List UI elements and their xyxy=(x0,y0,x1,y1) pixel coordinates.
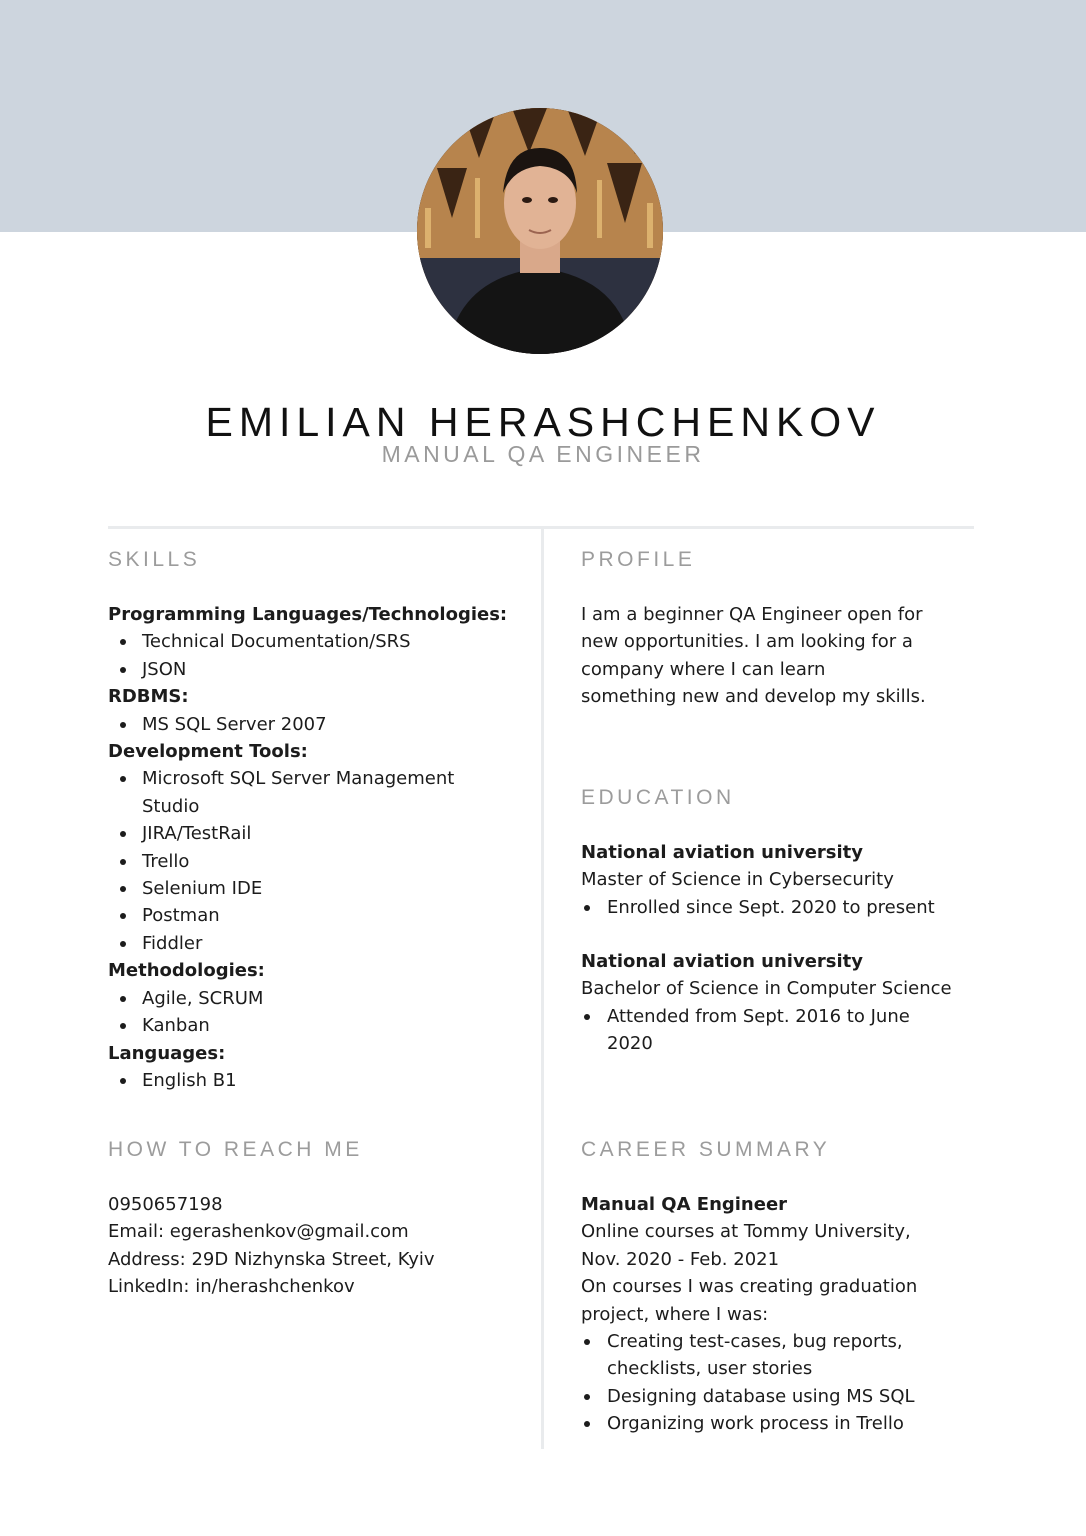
person-name: EMILIAN HERASHCHENKOV xyxy=(205,399,881,446)
education-notes xyxy=(581,894,961,921)
skill-list xyxy=(108,985,508,1040)
profile-line: new opportunities. I am looking for a xyxy=(581,631,913,653)
career-duty: Creating test-cases, bug reports, checklists, user stories xyxy=(581,1328,926,1383)
phone-number: 0950657198 xyxy=(108,1194,223,1215)
education-note: Attended from Sept. 2016 to June 2020 xyxy=(581,1003,926,1058)
skill-group-label: Development Tools: xyxy=(108,741,308,763)
skill-item: English B1 xyxy=(108,1067,508,1094)
education-entry xyxy=(581,948,961,1058)
skill-list xyxy=(108,1067,508,1094)
skill-list xyxy=(108,628,508,683)
school-name: National aviation university xyxy=(581,842,864,863)
career-duty: Organizing work process in Trello xyxy=(581,1410,926,1437)
skill-item: Fiddler xyxy=(108,930,468,957)
skill-item: Trello xyxy=(108,848,468,875)
skill-group-label: Languages: xyxy=(108,1042,226,1064)
email-address: Email: egerashenkov@gmail.com xyxy=(108,1221,409,1243)
skill-item: MS SQL Server 2007 xyxy=(108,711,508,738)
skills-section xyxy=(108,601,508,1094)
skills-heading: SKILLS xyxy=(108,548,201,571)
job-title: MANUAL QA ENGINEER xyxy=(381,441,705,467)
career-intro: On courses I was creating graduation project, where I was: xyxy=(581,1276,918,1325)
profile-heading: PROFILE xyxy=(581,548,696,571)
skill-item: JSON xyxy=(108,656,508,683)
career-role: Manual QA Engineer xyxy=(581,1194,788,1215)
education-note: Enrolled since Sept. 2020 to present xyxy=(581,894,961,921)
skill-item: Agile, SCRUM xyxy=(108,985,508,1012)
career-section xyxy=(581,1191,926,1438)
skill-item: JIRA/TestRail xyxy=(108,820,468,847)
school-name: National aviation university xyxy=(581,951,864,972)
skill-group-label: RDBMS: xyxy=(108,686,189,708)
skill-item: Postman xyxy=(108,902,468,929)
profile-line: company where I can learn xyxy=(581,658,826,680)
degree: Bachelor of Science in Computer Science xyxy=(581,978,952,1000)
profile-section xyxy=(581,601,981,711)
career-heading: CAREER SUMMARY xyxy=(581,1138,831,1161)
profile-line: I am a beginner QA Engineer open for xyxy=(581,604,923,625)
linkedin-profile: LinkedIn: in/herashchenkov xyxy=(108,1276,355,1298)
degree: Master of Science in Cybersecurity xyxy=(581,869,894,891)
career-dates: Nov. 2020 - Feb. 2021 xyxy=(581,1248,780,1270)
career-place: Online courses at Tommy University, xyxy=(581,1221,911,1243)
contact-section xyxy=(108,1191,528,1301)
skill-item: Selenium IDE xyxy=(108,875,468,902)
skill-list xyxy=(108,711,508,738)
education-entry xyxy=(581,839,961,921)
career-duties xyxy=(581,1328,926,1438)
skill-item: Technical Documentation/SRS xyxy=(108,628,508,655)
postal-address: Address: 29D Nizhynska Street, Kyiv xyxy=(108,1248,435,1270)
career-duty: Designing database using MS SQL xyxy=(581,1383,926,1410)
skill-item: Kanban xyxy=(108,1012,508,1039)
skill-list xyxy=(108,765,468,957)
vertical-divider xyxy=(541,529,544,1449)
profile-line: something new and develop my skills. xyxy=(581,686,926,708)
skill-group-label: Programming Languages/Technologies: xyxy=(108,604,508,625)
skill-group-label: Methodologies: xyxy=(108,960,265,982)
skill-item: Microsoft SQL Server Management Studio xyxy=(108,765,468,820)
education-heading: EDUCATION xyxy=(581,786,735,809)
profile-photo xyxy=(417,108,663,354)
education-notes xyxy=(581,1003,926,1058)
contact-heading: HOW TO REACH ME xyxy=(108,1138,363,1161)
